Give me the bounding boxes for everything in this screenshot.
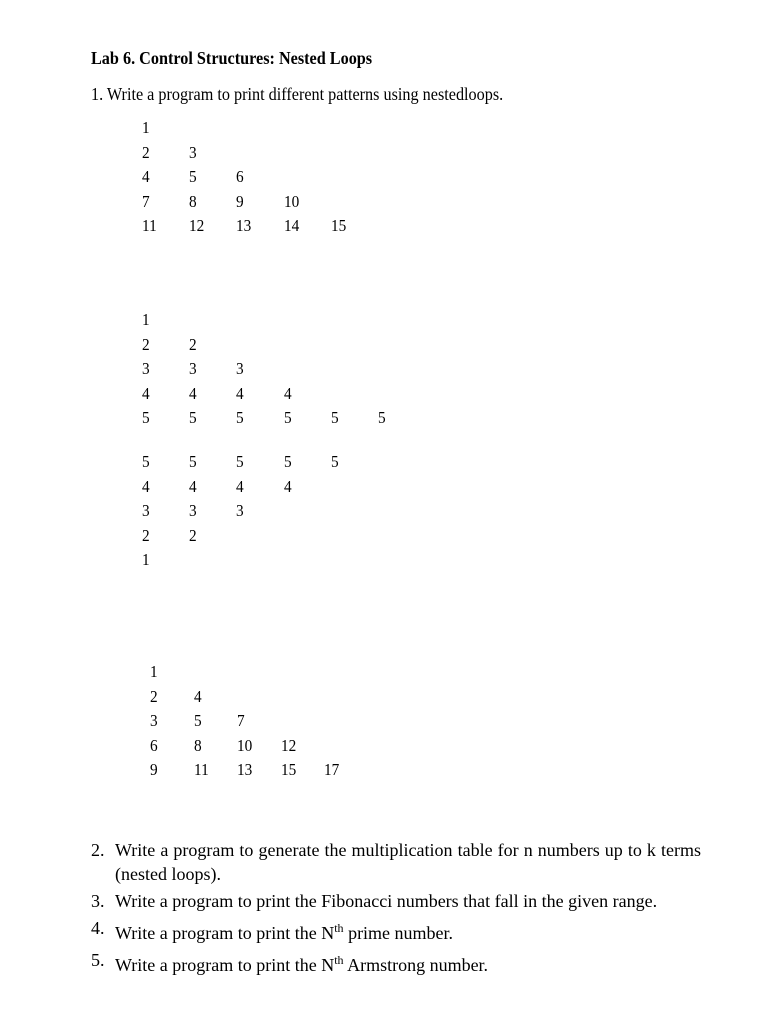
pattern-number: 15: [330, 216, 347, 235]
question-number: 2.: [91, 840, 105, 860]
pattern-number: 2: [150, 686, 158, 706]
pattern-number: 10: [237, 735, 253, 755]
pattern-number: 4: [283, 476, 292, 496]
question-5: [91, 948, 701, 977]
superscript: th: [334, 953, 344, 967]
pattern-number: 9: [236, 191, 245, 211]
pattern-number: 3: [189, 501, 197, 520]
pattern-number: 7: [237, 711, 245, 730]
pattern-number: 1: [142, 118, 150, 137]
pattern-number: 13: [237, 760, 253, 779]
pattern-number: 3: [189, 359, 197, 378]
pattern-number: 6: [150, 735, 158, 755]
pattern-number: 5: [193, 711, 202, 730]
lab-title: Lab 6. Control Structures: Nested Loops: [91, 48, 373, 68]
pattern-number: 3: [150, 711, 158, 730]
question-number: 3.: [91, 891, 105, 911]
pattern-number: 7: [142, 191, 150, 211]
pattern-number: 1: [142, 550, 150, 569]
question-text: Write a program to generate the multiplication table for n numbers up to k terms (nested loops).: [115, 840, 701, 884]
pattern-number: 15: [280, 760, 296, 779]
pattern-number: 4: [142, 167, 150, 186]
pattern-number: 5: [142, 408, 150, 427]
pattern-number: 11: [142, 216, 157, 235]
pattern-number: 4: [142, 383, 150, 403]
pattern-number: 10: [283, 191, 299, 211]
pattern-number: 5: [189, 167, 197, 186]
question-3: [91, 889, 701, 913]
pattern-number: 12: [189, 216, 205, 235]
superscript: th: [334, 921, 344, 935]
pattern-number: 4: [189, 383, 197, 403]
pattern-number: 5: [189, 408, 197, 427]
question-text-start: Write a program to print the N: [115, 955, 335, 975]
pattern-number: 3: [142, 501, 150, 520]
question-number: 5.: [91, 950, 105, 970]
pattern-number: 2: [142, 142, 150, 162]
pattern-number: 9: [150, 760, 158, 779]
pattern-number: 8: [189, 191, 197, 211]
pattern-number: 5: [236, 452, 245, 471]
pattern-number: 4: [236, 476, 245, 496]
pattern-number: 3: [142, 359, 150, 378]
pattern-number: 3: [236, 359, 245, 378]
pattern-number: 4: [142, 476, 150, 496]
pattern-number: 5: [142, 452, 150, 471]
pattern-number: 5: [283, 452, 292, 471]
pattern-number: 2: [142, 525, 150, 545]
pattern-number: 6: [236, 167, 245, 186]
question-2: [91, 838, 701, 886]
pattern-number: 12: [280, 735, 296, 755]
question-text: Write a program to print the Fibonacci numbers that fall in the given range.: [115, 891, 658, 911]
question-number: 4.: [91, 918, 105, 938]
pattern-number: 5: [378, 408, 386, 427]
pattern-number: 11: [193, 760, 209, 779]
pattern-number: 4: [283, 383, 292, 403]
pattern-number: 8: [193, 735, 202, 755]
pattern-number: 2: [189, 334, 197, 354]
pattern-number: 13: [236, 216, 252, 235]
pattern-number: 3: [189, 142, 197, 162]
pattern-number: 5: [330, 408, 339, 427]
pattern-number: 4: [193, 686, 202, 706]
pattern-number: 1: [150, 662, 158, 681]
question-text-end: prime number.: [343, 923, 454, 943]
pattern-number: 4: [189, 476, 197, 496]
question-text: [115, 948, 701, 977]
question-text: [115, 916, 701, 945]
pattern-number: 5: [283, 408, 292, 427]
pattern-number: 2: [142, 334, 150, 354]
pattern-number: 5: [330, 452, 339, 471]
question-text-end: Armstrong number.: [343, 955, 489, 975]
question-list: [91, 838, 701, 980]
pattern-number: 1: [142, 310, 150, 329]
pattern-number: 4: [236, 383, 245, 403]
question-4: [91, 916, 701, 945]
pattern-number: 5: [236, 408, 245, 427]
pattern-number: 14: [283, 216, 299, 235]
pattern-number: 17: [324, 760, 340, 779]
question-text-start: Write a program to print the N: [115, 923, 335, 943]
question-1-intro: 1. Write a program to print different patterns using nestedloops.: [91, 84, 504, 104]
pattern-number: 5: [189, 452, 197, 471]
pattern-number: 2: [189, 525, 197, 545]
pattern-number: 3: [236, 501, 245, 520]
